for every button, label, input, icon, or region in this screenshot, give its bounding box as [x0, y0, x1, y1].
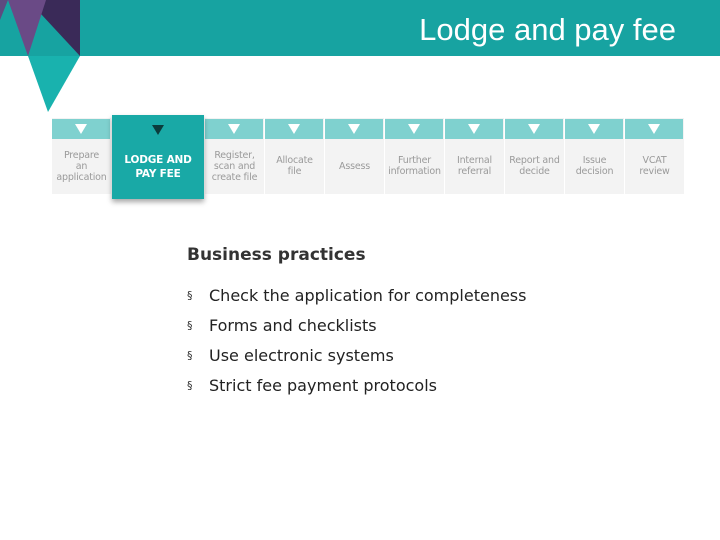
down-arrow-icon	[288, 124, 300, 134]
step-tab	[505, 119, 563, 139]
bullet-text: Use electronic systems	[209, 345, 394, 365]
step-label: Prepare an application	[56, 149, 107, 183]
bullet-list	[187, 280, 526, 400]
down-arrow-icon	[152, 125, 164, 135]
process-step	[625, 118, 684, 194]
process-step	[385, 118, 444, 194]
bullet-marker: §	[187, 318, 193, 332]
bullet-item	[187, 280, 526, 310]
step-tab	[112, 118, 203, 138]
step-tab	[445, 119, 503, 139]
step-label: Further information	[388, 155, 441, 177]
bullet-item	[187, 310, 526, 340]
step-label: LODGE AND PAY FEE	[124, 154, 192, 180]
bullet-item	[187, 370, 526, 400]
process-step	[52, 118, 111, 194]
step-tab	[52, 119, 110, 139]
bullet-text: Check the application for completeness	[209, 285, 527, 305]
step-tab	[565, 119, 623, 139]
process-step	[505, 118, 564, 194]
step-label: Internal referral	[456, 155, 492, 177]
bullet-marker: §	[187, 348, 193, 362]
process-step	[265, 118, 324, 194]
step-label: Allocate file	[276, 155, 313, 177]
down-arrow-icon	[228, 124, 240, 134]
purple-sliver	[0, 0, 8, 20]
step-label: Register, scan and create file	[211, 149, 258, 183]
bullet-marker: §	[187, 288, 193, 302]
bullet-item	[187, 340, 526, 370]
process-flow	[52, 118, 684, 196]
process-step	[445, 118, 504, 194]
header-bar	[0, 0, 720, 56]
down-arrow-icon	[468, 124, 480, 134]
step-label: Report and decide	[509, 155, 560, 177]
step-label: Assess	[339, 160, 370, 172]
step-label: VCAT review	[639, 155, 670, 177]
bullet-text: Forms and checklists	[209, 315, 377, 335]
bullet-marker: §	[187, 378, 193, 392]
down-arrow-icon	[588, 124, 600, 134]
down-arrow-icon	[75, 124, 87, 134]
step-tab	[325, 119, 383, 139]
down-arrow-icon	[528, 124, 540, 134]
down-arrow-icon	[648, 124, 660, 134]
decorative-triangles	[0, 0, 90, 115]
process-step	[112, 115, 204, 199]
bullet-text: Strict fee payment protocols	[209, 375, 437, 395]
step-label: Issue decision	[575, 155, 614, 177]
down-arrow-icon	[348, 124, 360, 134]
step-tab	[205, 119, 263, 139]
process-step	[565, 118, 624, 194]
step-tab	[385, 119, 443, 139]
section-heading: Business practices	[187, 245, 366, 265]
slide-title: Lodge and pay fee	[419, 12, 676, 47]
process-step	[205, 118, 264, 194]
purple-triangle	[8, 0, 46, 56]
process-step	[325, 118, 384, 194]
step-tab	[265, 119, 323, 139]
step-tab	[625, 119, 683, 139]
down-arrow-icon	[408, 124, 420, 134]
teal-triangle	[28, 56, 80, 112]
